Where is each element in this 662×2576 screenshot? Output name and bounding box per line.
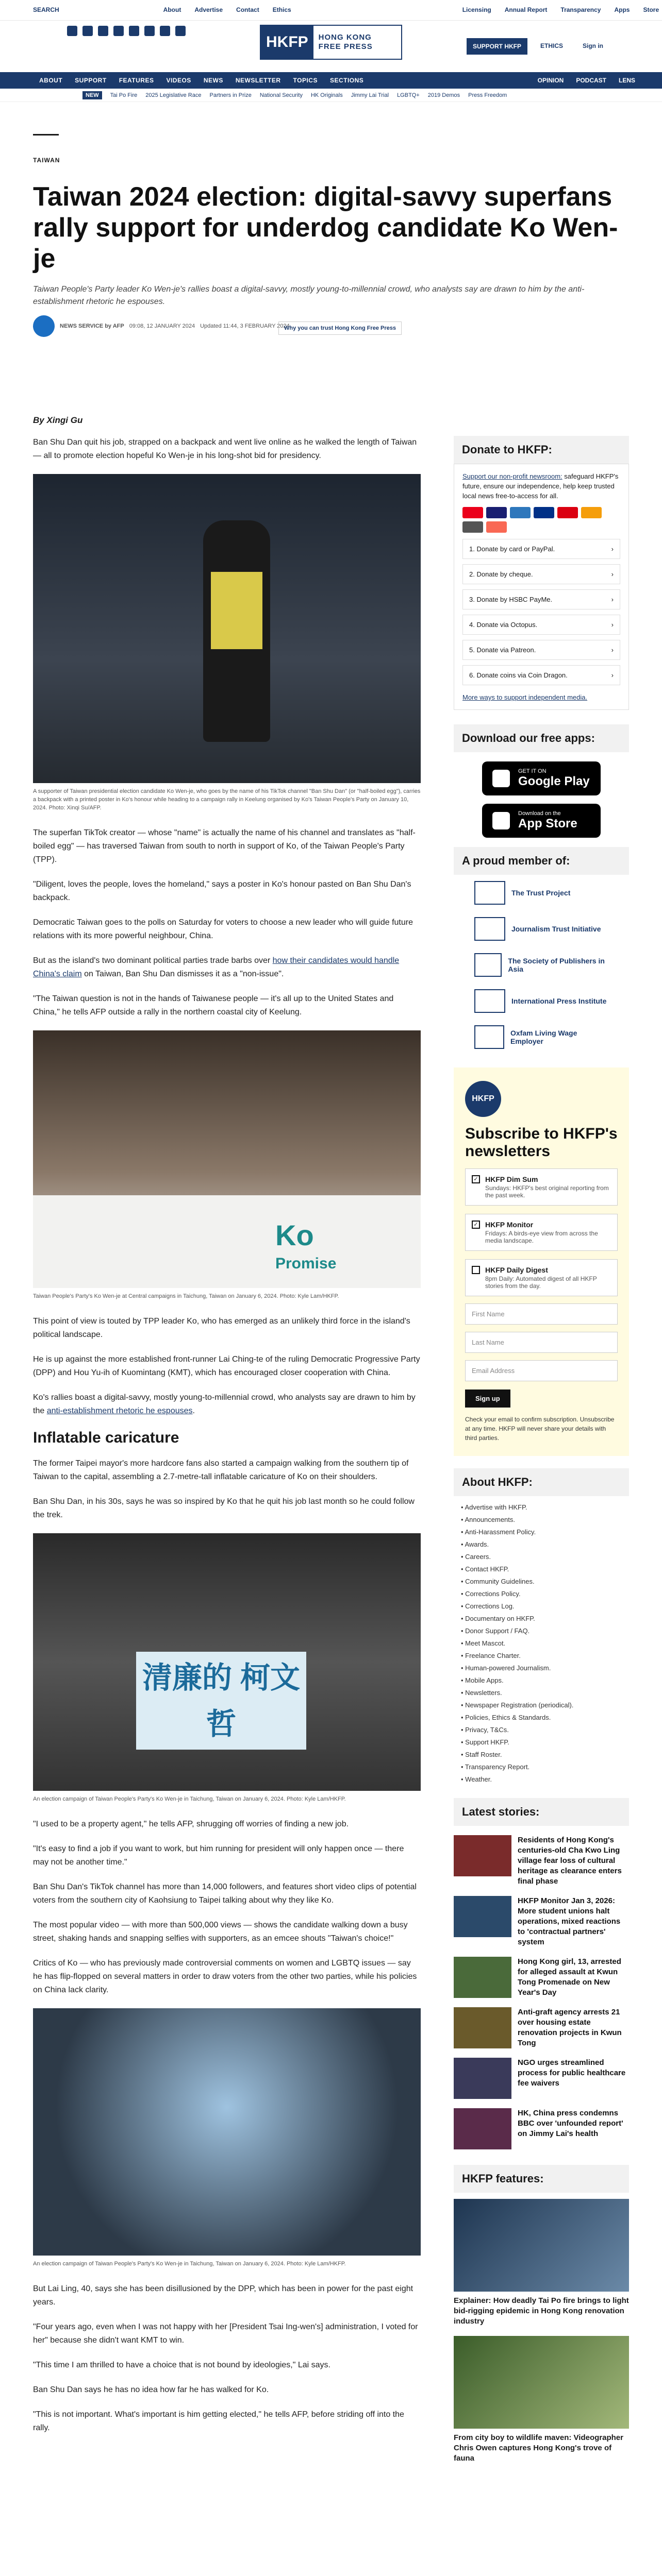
transparency-link[interactable]: Transparency (560, 6, 601, 13)
feature-image-2[interactable] (454, 2336, 629, 2429)
campaign-sign: 清廉的 柯文哲 (136, 1652, 306, 1750)
social-icons (67, 26, 186, 36)
patreon-icon (486, 521, 507, 533)
support-hkfp-button[interactable]: SUPPORT HKFP (467, 38, 527, 55)
latest-story[interactable] (454, 2058, 629, 2099)
backpack-poster (211, 572, 262, 649)
search-link[interactable]: SEARCH (33, 6, 59, 13)
instagram-icon[interactable] (98, 26, 108, 36)
about-link[interactable]: • Human-powered Journalism. (461, 1664, 551, 1672)
member-name: Oxfam Living Wage Employer (510, 1029, 577, 1045)
donate-option[interactable] (462, 665, 620, 685)
latest-heading: Latest stories: (454, 1798, 629, 1826)
standfirst: Taiwan People's Party leader Ko Wen-je's rallies boast a digital-savvy, mostly young-to-millennial crowd, who analysts say are drawn to him by the anti-establishment rhetoric he espouses. (33, 285, 585, 306)
logo-text: HONG KONG FREE PRESS (318, 33, 373, 51)
section-label[interactable]: TAIWAN (33, 157, 60, 164)
trending-bar (0, 89, 662, 102)
about-link[interactable]: • Advertise with HKFP. (461, 1503, 527, 1511)
trending-link[interactable]: Press Freedom (468, 92, 507, 98)
feature-title-2[interactable]: From city boy to wildlife maven: Videographer Chris Owen captures Hong Kong's trove of fauna (454, 2433, 623, 2463)
story-title: HKFP Monitor Jan 3, 2026: More student unions halt operations, mixed reactions to 'contractual partners' system (518, 1896, 621, 1946)
paragraph: He is up against the more established front-runner Lai Ching-te of the ruling Democratic Progressive Party (DPP) and Hou Yu-ih of Kuomintang (KMT), which has encouraged closer cooperation with China. (33, 1355, 420, 1377)
paragraph: Critics of Ko — who has previously made controversial comments on women and LGBTQ issues — say he has flip-flopped on several matters in order to draw voters from the other two parties, while his policies on China lack clarity. (33, 1959, 417, 1994)
feature-title-1[interactable]: Explainer: How deadly Tai Po fire brings to light bid-rigging epidemic in Hong Kong renovation industry (454, 2296, 629, 2326)
chevron-right-icon: › (611, 570, 614, 578)
paypal-icon (534, 507, 554, 518)
about-link[interactable]: • Careers. (461, 1553, 491, 1561)
newsletter-desc: Fridays: A birds-eye view from across the media landscape. (485, 1230, 598, 1244)
photo-rally-stage (33, 1030, 421, 1288)
about-link[interactable]: • Announcements. (461, 1516, 516, 1523)
contact-link[interactable]: Contact (236, 6, 259, 13)
why-trust-link[interactable]: Why you can trust Hong Kong Free Press (278, 321, 402, 335)
trending-link[interactable]: HK Originals (310, 92, 343, 98)
sign-in-link[interactable]: Sign in (583, 42, 603, 49)
hsbc-icon (557, 507, 578, 518)
about-link[interactable]: • Awards. (461, 1540, 489, 1548)
latest-story[interactable] (454, 2007, 629, 2048)
story-thumbnail (454, 1835, 511, 1876)
inline-link[interactable]: how their candidates would handle China's claim (33, 956, 400, 978)
member-logos (454, 875, 629, 1055)
author: By Xingi Gu (33, 415, 83, 425)
last-name-field[interactable]: Last Name (465, 1332, 618, 1353)
member-name: Journalism Trust Initiative (511, 925, 601, 933)
checkbox[interactable]: ✓ (472, 1175, 480, 1183)
story-title: Residents of Hong Kong's centuries-old Cha Kwo Ling village fear loss of cultural heritage as clearance enters final phase (518, 1836, 622, 1886)
about-link[interactable]: • Weather. (461, 1775, 492, 1783)
chevron-right-icon: › (611, 671, 614, 679)
paragraph: Ban Shu Dan quit his job, strapped on a backpack and went live online as he walked the length of Taiwan — all to promote election hopeful Ko Wen-je in his long-shot bid for presidency. (33, 438, 417, 460)
nav-item-topics[interactable]: TOPICS (293, 77, 318, 84)
donate-option[interactable] (462, 564, 620, 584)
paragraph: But as the island's two dominant political parties trade barbs over how their candidates would handle China's claim on Taiwan, Ban Shu Dan dismisses it as a "non-issue". (33, 956, 400, 978)
about-link[interactable]: • Corrections Policy. (461, 1590, 521, 1598)
paragraph: "This is not important. What's important is him getting elected," he tells AFP, before striding off into the rally. (33, 2410, 404, 2432)
about-link[interactable]: • Donor Support / FAQ. (461, 1627, 530, 1635)
logo-spacer (305, 6, 449, 13)
paragraph: But Lai Ling, 40, says she has been disillusioned by the DPP, which has been in power for the past eight years. (33, 2284, 413, 2307)
new-badge: NEW (82, 91, 102, 99)
sign-up-button[interactable]: Sign up (465, 1389, 510, 1408)
apps-heading: Download our free apps: (454, 724, 629, 752)
linkedin-icon[interactable] (144, 26, 155, 36)
byline-date: 09:08, 12 JANUARY 2024 (129, 323, 195, 329)
newsletter-text (485, 1266, 611, 1290)
member-name: The Trust Project (511, 889, 571, 897)
mastercard-icon (462, 507, 483, 518)
checkbox[interactable] (472, 1266, 480, 1274)
logo-mark: HKFP (261, 26, 313, 59)
paragraph: "Four years ago, even when I was not happy with her [President Tsai Ing-wen's] administration, I voted for her" because she didn't want KMT to win. (33, 2323, 418, 2345)
photo-caption: A supporter of Taiwan presidential election candidate Ko Wen-je, who goes by the name of his TikTok channel "Ban Shu Dan" (or "half-boiled egg"), carries a backpack with a printed poster in Ko's honour while heading to a campaign rally in Keelung organised by Ko's Taiwan People's Party on January 10, 2024. Photo: Xinqi Su/AFP. (33, 788, 421, 811)
ethics-button[interactable]: ETHICS (540, 42, 564, 49)
trending-link[interactable]: LGBTQ+ (397, 92, 420, 98)
about-links (454, 1496, 629, 1791)
member-logo-mark (474, 881, 505, 905)
nav-item-lens[interactable]: LENS (618, 77, 635, 84)
email-field[interactable]: Email Address (465, 1360, 618, 1381)
annual-report-link[interactable]: Annual Report (504, 6, 548, 13)
story-title: Anti-graft agency arrests 21 over housing estate renovation projects in Kwun Tong (518, 2008, 622, 2047)
newsletter-options (465, 1168, 618, 1296)
member-name: The Society of Publishers in Asia (508, 957, 605, 973)
paragraph: Ko's rallies boast a digital-savvy, mostly young-to-millennial crowd, who analysts say are drawn to him by the anti-establishment rhetoric he espouses. (33, 1393, 416, 1415)
app-store-badge[interactable]: Download on the App Store (482, 804, 601, 838)
newsletter-text (485, 1221, 611, 1244)
member-logo[interactable] (454, 983, 629, 1019)
latest-story[interactable] (454, 1896, 629, 1947)
paragraph: "Diligent, loves the people, loves the homeland," says a poster in Ko's honour pasted on Ban Shu Dan's backpack. (33, 880, 411, 902)
about-link[interactable]: • Anti-Harassment Policy. (461, 1528, 536, 1536)
newsletter-option[interactable] (465, 1259, 618, 1296)
donate-option-label: 4. Donate via Octopus. (469, 621, 538, 629)
latest-story[interactable] (454, 2108, 629, 2149)
newsletter-desc: Sundays: HKFP's best original reporting from the past week. (485, 1184, 609, 1199)
newsletter-desc: 8pm Daily: Automated digest of all HKFP stories from the day. (485, 1275, 597, 1290)
story-title: HK, China press condemns BBC over 'unfounded report' on Jimmy Lai's health (518, 2109, 623, 2138)
feature-image-1[interactable] (454, 2199, 629, 2292)
more-ways-link[interactable]: More ways to support independent media. (462, 693, 588, 701)
donate-option[interactable] (462, 539, 620, 559)
about-link[interactable]: • Mobile Apps. (461, 1676, 504, 1684)
paragraph: The most popular video — with more than 500,000 views — shows the candidate walking down a busy street, shaking hands and snapping selfies with supporters, as an emcee shouts "Taiwan's choice!" (33, 1921, 408, 1943)
photo-caption: Taiwan People's Party's Ko Wen-je at Central campaigns in Taichung, Taiwan on January 6, 2024. Photo: Kyle Lam/HKFP. (33, 1293, 339, 1299)
donate-option[interactable] (462, 589, 620, 609)
newsletter-logo: HKFP (465, 1081, 501, 1117)
photo-balloons (33, 2008, 421, 2256)
donate-option[interactable] (462, 615, 620, 635)
ethics-link[interactable]: Ethics (272, 6, 291, 13)
story-title: Hong Kong girl, 13, arrested for alleged assault at Kwun Tong Promenade on New Year's Day (518, 1957, 621, 1997)
story-thumbnail (454, 1957, 511, 1998)
inline-link[interactable]: anti-establishment rhetoric he espouses (46, 1406, 193, 1415)
nav-item-support[interactable]: SUPPORT (75, 77, 107, 84)
chevron-right-icon: › (611, 596, 614, 603)
paragraph: Ban Shu Dan's TikTok channel has more than 14,000 followers, and features short video clips of potential voters from the southern city of Kaohsiung to Taipei talking about why they like Ko. (33, 1883, 417, 1905)
applepay-icon (462, 521, 483, 533)
donate-option-label: 3. Donate by HSBC PayMe. (469, 596, 553, 603)
nav-item-news[interactable]: NEWS (203, 77, 223, 84)
divider (33, 134, 59, 135)
features-heading: HKFP features: (454, 2165, 629, 2193)
apple-icon (492, 812, 510, 829)
byline-updated: Updated 11:44, 3 FEBRUARY 2024 (200, 323, 290, 329)
about-heading: About HKFP: (454, 1468, 629, 1496)
paragraph: The superfan TikTok creator — whose "name" is actually the name of his channel and translates as "half-boiled egg" — has traversed Taiwan from south to north in support of Ko, of the Taiwan People's Party (TPP). (33, 828, 416, 864)
about-link[interactable]: • Newsletters. (461, 1689, 502, 1697)
nav-item-sections[interactable]: SECTIONS (329, 77, 364, 84)
story-title: NGO urges streamlined process for public healthcare fee waivers (518, 2058, 626, 2088)
article-body (33, 436, 421, 2446)
story-thumbnail (454, 2108, 511, 2149)
threads-icon[interactable] (129, 26, 139, 36)
member-logo[interactable] (454, 1019, 629, 1055)
about-link[interactable]: • Policies, Ethics & Standards. (461, 1714, 551, 1721)
latest-stories (454, 1835, 629, 2149)
amex-icon (510, 507, 531, 518)
chevron-right-icon: › (611, 646, 614, 654)
paragraph: "I used to be a property agent," he tells AFP, shrugging off worries of finding a new job. (33, 1820, 349, 1828)
youtube-icon[interactable] (113, 26, 124, 36)
about-link[interactable]: • Documentary on HKFP. (461, 1615, 535, 1622)
member-logo-mark (474, 989, 505, 1013)
nav-item-opinion[interactable]: OPINION (537, 77, 564, 84)
trending-link[interactable]: 2019 Demos (427, 92, 460, 98)
newsletter-name: HKFP Dim Sum (485, 1175, 538, 1183)
about-link[interactable]: • Staff Roster. (461, 1751, 502, 1758)
newsletter-name: HKFP Daily Digest (485, 1266, 548, 1274)
paragraph: "The Taiwan question is not in the hands of Taiwanese people — it's all up to the United States and China," he tells AFP outside a rally in the northern coastal city of Keelung. (33, 994, 394, 1016)
banner-promise: Promise (275, 1255, 337, 1272)
app-badges (454, 752, 629, 847)
member-logo[interactable] (454, 875, 629, 911)
about-link[interactable]: • Freelance Charter. (461, 1652, 521, 1659)
paragraph: "This time I am thrilled to have a choice that is not bound by ideologies," Lai says. (33, 2361, 330, 2369)
trending-link[interactable]: Partners in Prize (209, 92, 252, 98)
trending-link[interactable]: Tai Po Fire (110, 92, 138, 98)
stage-banner (33, 1195, 421, 1288)
donate-options (462, 539, 620, 685)
byline-source: NEWS SERVICE by AFP (60, 323, 124, 329)
newsletter-option[interactable] (465, 1168, 618, 1206)
trending-link[interactable]: National Security (259, 92, 303, 98)
photo-caption: An election campaign of Taiwan People's Party's Ko Wen-je in Taichung, Taiwan on January 6, 2024. Photo: Kyle Lam/HKFP. (33, 2261, 346, 2267)
about-link[interactable]: • Meet Mascot. (461, 1639, 506, 1647)
latest-story[interactable] (454, 1957, 629, 1998)
photo-campaign-sign (33, 1533, 421, 1791)
newsletter-option[interactable] (465, 1214, 618, 1251)
licensing-link[interactable]: Licensing (462, 6, 491, 13)
hkfp-logo[interactable] (260, 25, 402, 60)
email-icon[interactable] (160, 26, 170, 36)
about-link[interactable]: • Newspaper Registration (periodical). (461, 1701, 574, 1709)
nav-item-podcast[interactable]: PODCAST (576, 77, 606, 84)
apps-link[interactable]: Apps (614, 6, 630, 13)
top-bar (0, 0, 662, 21)
sidebar (454, 436, 629, 2464)
social-icons-spacer (73, 6, 150, 13)
payment-icons (462, 507, 620, 533)
member-logo[interactable] (454, 947, 629, 983)
newsletter-heading: Subscribe to HKFP's newsletters (465, 1125, 618, 1160)
checkbox[interactable]: ✓ (472, 1221, 480, 1229)
octopus-icon (581, 507, 602, 518)
top-links (33, 6, 659, 13)
facebook-icon[interactable] (67, 26, 77, 36)
latest-story[interactable] (454, 1835, 629, 1887)
trending-link[interactable]: 2025 Legislative Race (145, 92, 202, 98)
visa-icon (486, 507, 507, 518)
about-link[interactable]: • Contact HKFP. (461, 1565, 509, 1573)
store-link[interactable]: Store (643, 6, 659, 13)
donate-option-label: 1. Donate by card or PayPal. (469, 545, 555, 553)
donate-heading: Donate to HKFP: (454, 436, 629, 464)
google-play-badge[interactable]: GET IT ON Google Play (482, 761, 601, 795)
chevron-right-icon: › (611, 545, 614, 553)
newsletter-note: Check your email to confirm subscription. Unsubscribe at any time. HKFP will never share your details with third parties. (465, 1416, 615, 1442)
subheading: Inflatable caricature (33, 1429, 179, 1446)
chevron-right-icon: › (611, 621, 614, 629)
paragraph: Ban Shu Dan says he has no idea how far he has walked for Ko. (33, 2385, 269, 2394)
byline (33, 315, 290, 337)
rss-icon[interactable] (175, 26, 186, 36)
banner-ko: Ko (275, 1219, 314, 1251)
paragraph: Democratic Taiwan goes to the polls on Saturday for voters to choose a new leader who will guide future relations with its more powerful neighbour, China. (33, 918, 413, 940)
afp-avatar (33, 315, 55, 337)
photo-supporter (33, 474, 421, 783)
member-logo[interactable] (454, 911, 629, 947)
about-link[interactable]: • Community Guidelines. (461, 1578, 535, 1585)
story-thumbnail (454, 2007, 511, 2048)
about-link[interactable]: • Transparency Report. (461, 1763, 530, 1771)
newsletter-text (485, 1175, 611, 1199)
member-logo-mark (474, 953, 502, 977)
nav-item-features[interactable]: FEATURES (119, 77, 154, 84)
main-nav (0, 72, 662, 89)
photo-caption: An election campaign of Taiwan People's Party's Ko Wen-je in Taichung, Taiwan on January 6, 2024. Photo: Kyle Lam/HKFP. (33, 1796, 346, 1802)
donate-option-label: 2. Donate by cheque. (469, 570, 533, 578)
paragraph: This point of view is touted by TPP leader Ko, who has emerged as an unlikely third force in the island's political landscape. (33, 1317, 410, 1339)
advertise-link[interactable]: Advertise (194, 6, 223, 13)
about-link[interactable]: About (163, 6, 181, 13)
newsletter-name: HKFP Monitor (485, 1221, 534, 1229)
nav-right (532, 72, 641, 89)
story-thumbnail (454, 1896, 511, 1937)
nav-item-about[interactable]: ABOUT (39, 77, 63, 84)
nav-list (33, 72, 370, 89)
donate-text: Support our non-profit newsroom: safeguard HKFP's future, ensure our independence, help keep trusted local news free-to-access for all. (462, 472, 619, 500)
about-link[interactable]: • Corrections Log. (461, 1602, 515, 1610)
paragraph: "It's easy to find a job if you want to work, but him running for president will only happen once — there may not be another time." (33, 1844, 404, 1867)
member-logo-mark (474, 917, 505, 941)
member-logo-mark (474, 1025, 504, 1049)
nav-item-newsletter[interactable]: NEWSLETTER (235, 77, 281, 84)
google-play-icon (492, 770, 510, 787)
about-link[interactable]: • Privacy, T&Cs. (461, 1726, 509, 1734)
story-thumbnail (454, 2058, 511, 2099)
paragraph: Ban Shu Dan, in his 30s, says he was so inspired by Ko that he quit his job last month so he could follow the trek. (33, 1497, 415, 1519)
newsletter-widget (454, 1067, 629, 1456)
paragraph: The former Taipei mayor's more hardcore fans also started a campaign walking from the southern tip of Taiwan to the capital, assembling a 2.7-metre-tall inflatable caricature of Ko on their shoulders. (33, 1459, 409, 1481)
donate-box (454, 464, 629, 710)
member-name: International Press Institute (511, 997, 607, 1005)
trending-link[interactable]: Jimmy Lai Trial (351, 92, 389, 98)
donate-option-label: 5. Donate via Patreon. (469, 646, 536, 654)
member-heading: A proud member of: (454, 847, 629, 875)
about-link[interactable]: • Support HKFP. (461, 1738, 509, 1746)
donate-option[interactable] (462, 640, 620, 660)
x-icon[interactable] (82, 26, 93, 36)
nav-item-videos[interactable]: VIDEOS (166, 77, 191, 84)
trending-list (110, 92, 507, 98)
article-title: Taiwan 2024 election: digital-savvy superfans rally support for underdog candidate Ko Wen-je (33, 182, 618, 274)
donate-option-label: 6. Donate coins via Coin Dragon. (469, 671, 568, 679)
first-name-field[interactable]: First Name (465, 1303, 618, 1325)
